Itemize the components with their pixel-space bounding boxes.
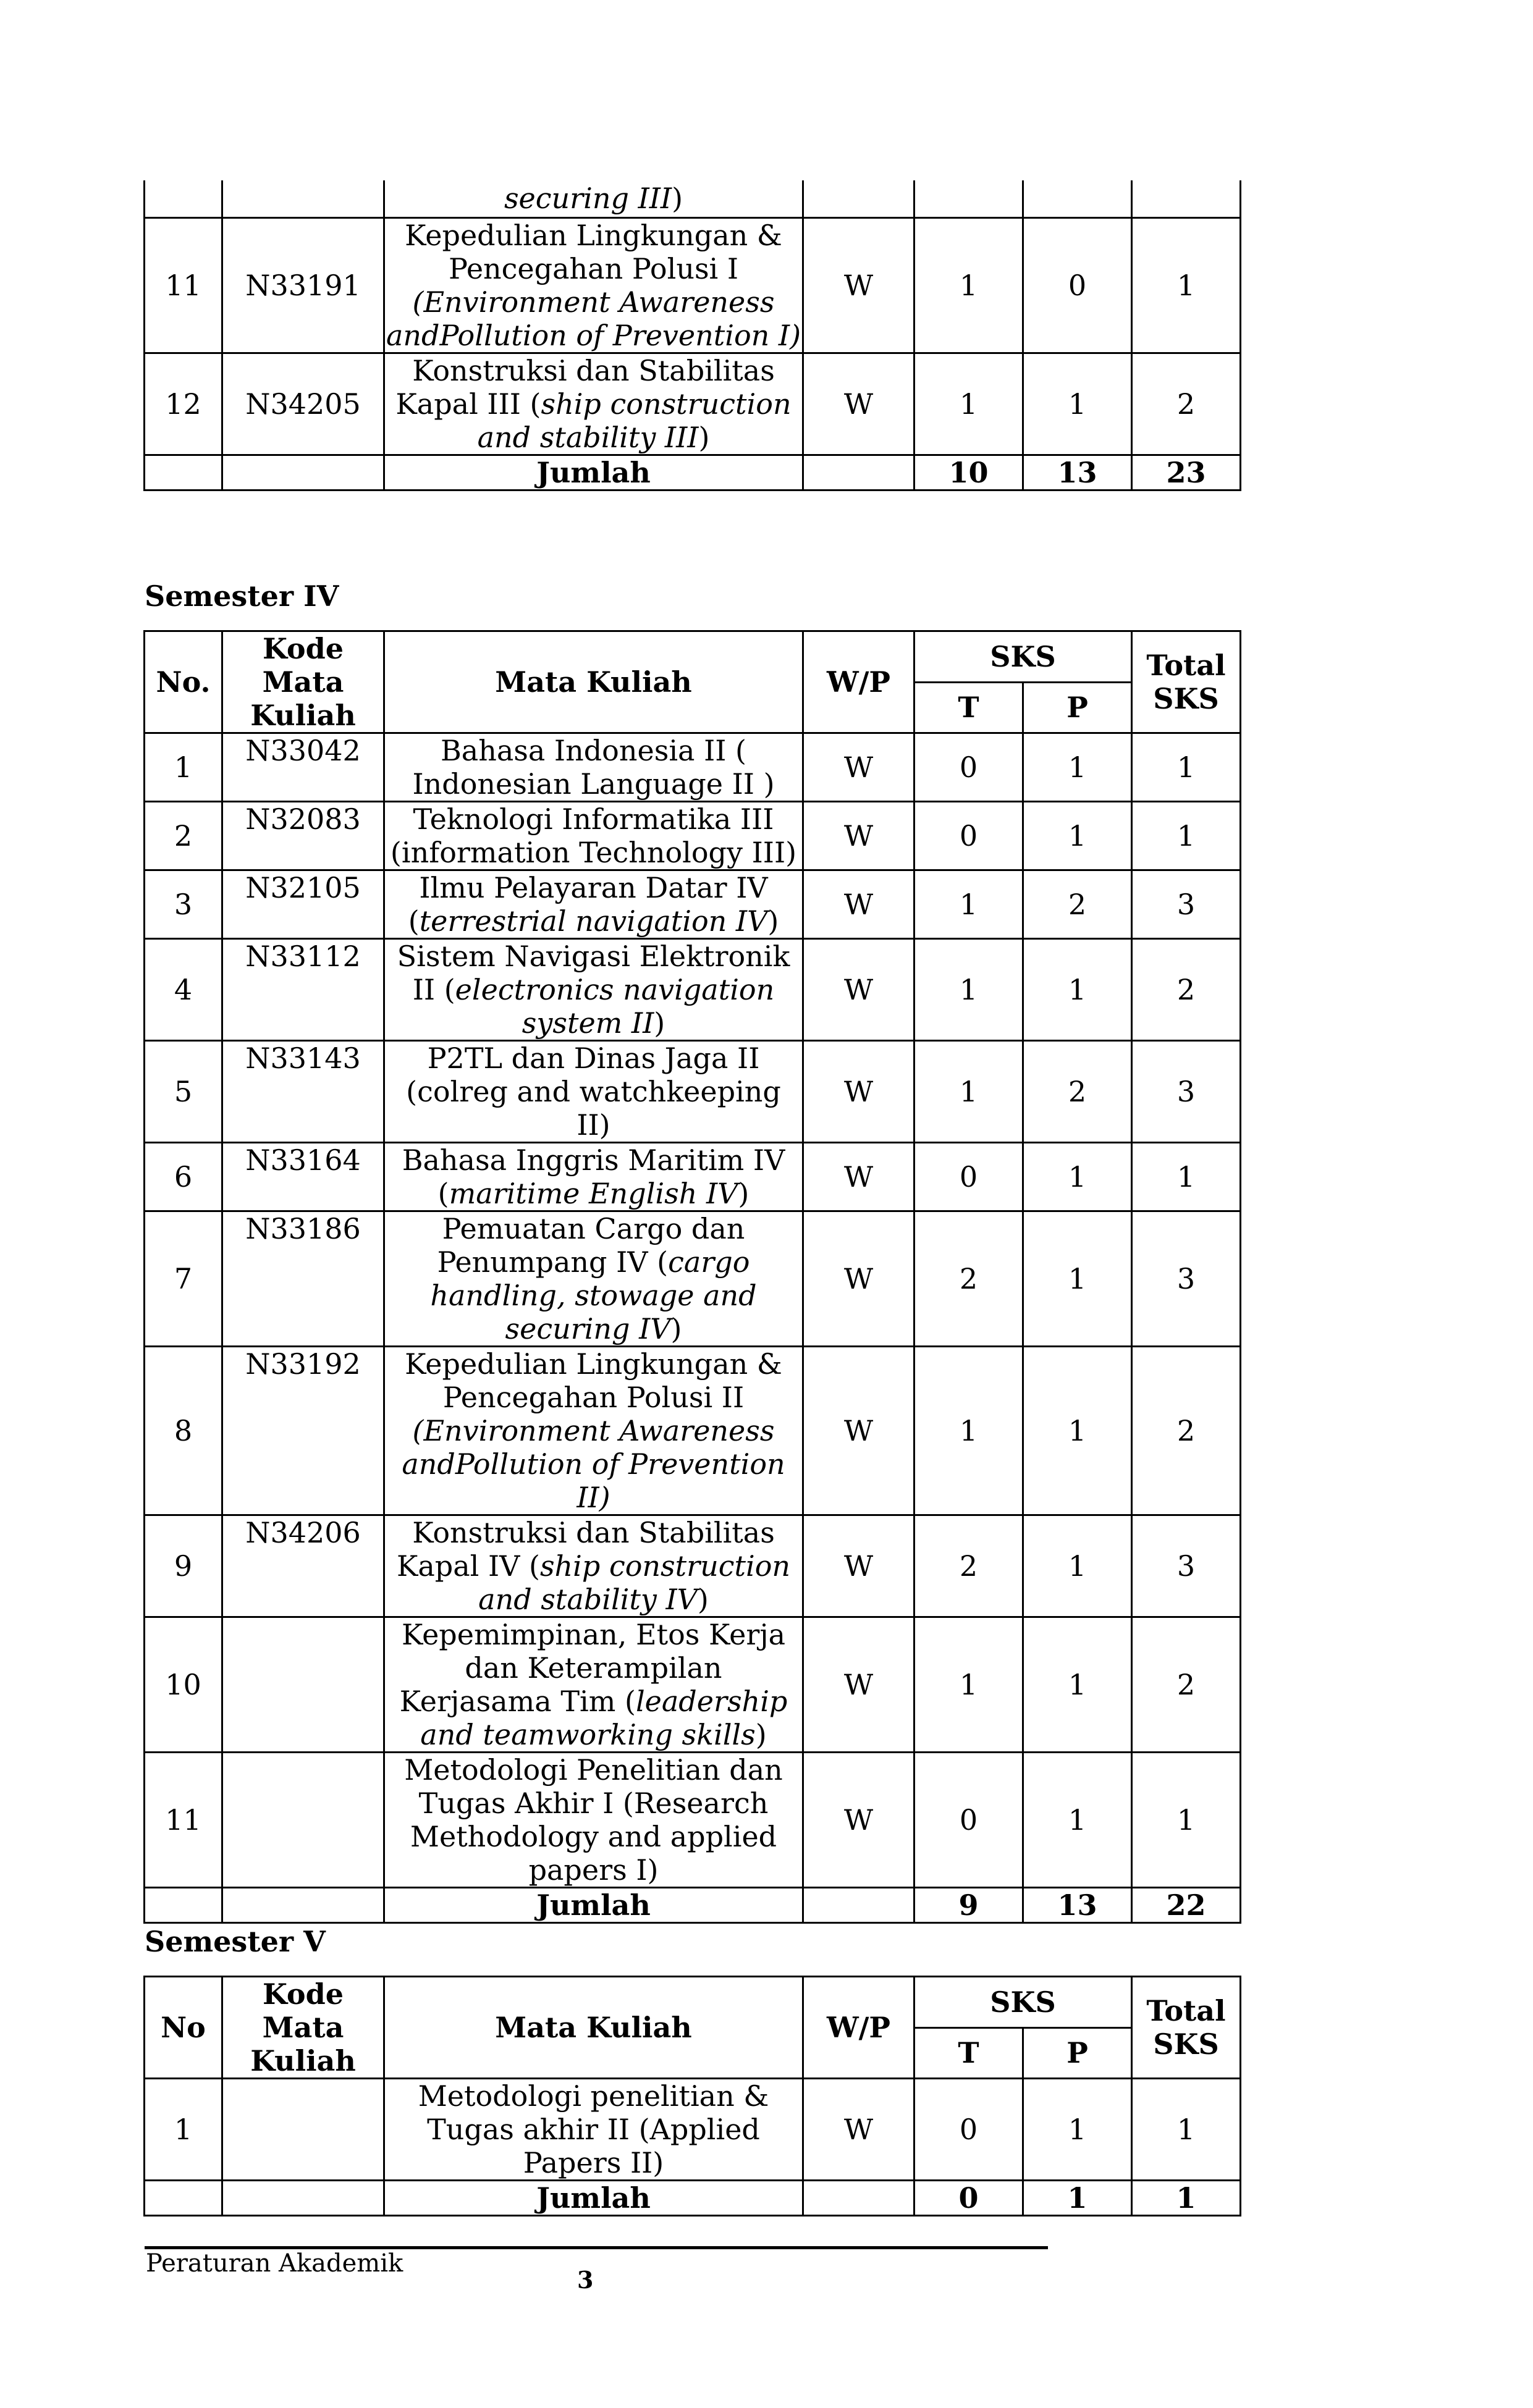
row-t: 0: [914, 1753, 1023, 1888]
course-name-suffix: ): [738, 1177, 750, 1210]
col-header-total-sks: Total SKS: [1132, 631, 1241, 733]
row-wp: W: [803, 939, 914, 1041]
course-name-suffix: ): [698, 420, 710, 454]
course-name: Metodologi Penelitian dan Tugas Akhir I (Research Methodology and applied papers I): [404, 1753, 783, 1887]
row-mata-kuliah: [384, 1211, 803, 1347]
row-t: 0: [914, 802, 1023, 870]
row-wp: W: [803, 1515, 914, 1617]
row-no: 10: [145, 1617, 222, 1753]
row-total: 1: [1132, 733, 1241, 802]
row-wp: W: [803, 1347, 914, 1515]
table-row: [145, 217, 1241, 353]
row-kode: N32083: [222, 802, 384, 870]
row-no: 12: [145, 353, 222, 455]
course-name: Konstruksi dan Stabilitas Kapal IV (: [396, 1516, 775, 1583]
col-header-wp: W/P: [803, 631, 914, 733]
row-total: 3: [1132, 1041, 1241, 1143]
jumlah-p: 13: [1023, 455, 1132, 490]
jumlah-t: 10: [914, 455, 1023, 490]
col-header-no: No: [145, 1977, 222, 2079]
row-kode: [222, 1617, 384, 1753]
row-kode: [222, 1753, 384, 1888]
course-name-suffix: ): [672, 182, 683, 216]
table-row: [145, 2079, 1241, 2181]
row-p: 1: [1023, 1753, 1132, 1888]
row-p: 2: [1023, 870, 1132, 939]
row-total: 2: [1132, 353, 1241, 455]
col-header-total-sks: Total SKS: [1132, 1977, 1241, 2079]
course-name-suffix: ): [654, 1006, 665, 1040]
course-name-suffix: ): [767, 904, 779, 938]
row-no: 8: [145, 1347, 222, 1515]
row-p: 1: [1023, 939, 1132, 1041]
col-header-t: T: [914, 2027, 1023, 2079]
row-p: 1: [1023, 1211, 1132, 1347]
row-no: 4: [145, 939, 222, 1041]
jumlah-t: 9: [914, 1888, 1023, 1923]
jumlah-empty-no: [145, 455, 222, 490]
row-p: 1: [1023, 1617, 1132, 1753]
row-p: [1023, 180, 1132, 217]
row-wp: W: [803, 1211, 914, 1347]
course-name-english: leadership and teamworking skills: [420, 1685, 788, 1751]
page-number: 3: [577, 2266, 594, 2294]
row-mata-kuliah: [384, 733, 803, 802]
course-name-english: ship construction and stability III: [477, 387, 792, 454]
row-mata-kuliah: [384, 1041, 803, 1143]
row-wp: W: [803, 1143, 914, 1211]
course-name: Sistem Navigasi Elektronik II (: [397, 940, 790, 1006]
course-name-english: maritime English IV: [449, 1177, 738, 1210]
row-mata-kuliah: [384, 1347, 803, 1515]
row-mata-kuliah: [384, 2079, 803, 2181]
row-kode: N32105: [222, 870, 384, 939]
row-mata-kuliah: [384, 217, 803, 353]
row-mata-kuliah: [384, 1753, 803, 1888]
jumlah-label: Jumlah: [384, 455, 803, 490]
row-wp: W: [803, 870, 914, 939]
row-kode: [222, 2079, 384, 2181]
jumlah-row: [145, 2181, 1241, 2216]
row-mata-kuliah: [384, 1143, 803, 1211]
row-no: 5: [145, 1041, 222, 1143]
row-t: 1: [914, 1041, 1023, 1143]
row-t: [914, 180, 1023, 217]
row-total: [1132, 180, 1241, 217]
row-mata-kuliah: [384, 939, 803, 1041]
row-no: 7: [145, 1211, 222, 1347]
course-name: Bahasa Indonesia II ( Indonesian Language II ): [412, 734, 775, 801]
row-wp: W: [803, 1041, 914, 1143]
row-kode: N33143: [222, 1041, 384, 1143]
table-row: [145, 1041, 1241, 1143]
table-row: [145, 353, 1241, 455]
jumlah-empty-wp: [803, 1888, 914, 1923]
row-wp: W: [803, 2079, 914, 2181]
course-name-english: ship construction and stability IV: [478, 1549, 791, 1616]
row-mata-kuliah: [384, 353, 803, 455]
course-name: P2TL dan Dinas Jaga II (colreg and watchkeeping II): [406, 1042, 781, 1142]
table-row: [145, 180, 1241, 217]
row-p: 1: [1023, 802, 1132, 870]
course-name-suffix: ): [755, 1718, 767, 1751]
row-no: [145, 180, 222, 217]
row-t: 0: [914, 2079, 1023, 2181]
row-total: 3: [1132, 1211, 1241, 1347]
row-wp: W: [803, 217, 914, 353]
row-t: 2: [914, 1515, 1023, 1617]
row-no: 2: [145, 802, 222, 870]
course-name: Kepemimpinan, Etos Kerja dan Keterampilan Kerjasama Tim (: [399, 1618, 786, 1718]
table-row: [145, 733, 1241, 802]
course-name-english: electronics navigation system II: [455, 973, 775, 1040]
course-name: Kepedulian Lingkungan & Pencegahan Polusi I: [405, 218, 782, 285]
table-row: [145, 1143, 1241, 1211]
row-mata-kuliah: [384, 802, 803, 870]
course-name: Kepedulian Lingkungan & Pencegahan Polusi II: [405, 1347, 782, 1414]
course-name: Bahasa Inggris Maritim IV (: [402, 1143, 785, 1210]
footer-title: Peraturan Akademik: [146, 2249, 403, 2278]
row-mata-kuliah: [384, 870, 803, 939]
row-t: 2: [914, 1211, 1023, 1347]
table-row: [145, 939, 1241, 1041]
prev-semester-table: [143, 180, 1241, 491]
row-kode: N33186: [222, 1211, 384, 1347]
course-name: Konstruksi dan Stabilitas Kapal III (: [395, 353, 775, 421]
table-row: [145, 1211, 1241, 1347]
jumlah-empty-wp: [803, 455, 914, 490]
row-p: 1: [1023, 1515, 1132, 1617]
row-kode: N33042: [222, 733, 384, 802]
jumlah-t: 0: [914, 2181, 1023, 2216]
col-header-kode: Kode Mata Kuliah: [222, 631, 384, 733]
col-header-p: P: [1023, 2027, 1132, 2079]
row-kode: N33191: [222, 217, 384, 353]
row-total: 3: [1132, 1515, 1241, 1617]
row-kode: N34205: [222, 353, 384, 455]
course-name-suffix: ): [697, 1583, 709, 1616]
row-kode: [222, 180, 384, 217]
row-wp: W: [803, 802, 914, 870]
row-no: 1: [145, 733, 222, 802]
jumlah-empty-no: [145, 1888, 222, 1923]
row-no: 9: [145, 1515, 222, 1617]
row-total: 1: [1132, 1143, 1241, 1211]
row-total: 1: [1132, 217, 1241, 353]
table-row: [145, 1347, 1241, 1515]
semester-iv-heading: Semester IV: [145, 579, 339, 613]
row-kode: N33164: [222, 1143, 384, 1211]
jumlah-empty-wp: [803, 2181, 914, 2216]
col-header-sks: SKS: [914, 1977, 1132, 2028]
row-p: 1: [1023, 733, 1132, 802]
course-name: Teknologi Informatika III (information Technology III): [390, 802, 797, 869]
row-t: 1: [914, 217, 1023, 353]
jumlah-total: 1: [1132, 2181, 1241, 2216]
course-name: Ilmu Pelayaran Datar IV (: [408, 871, 768, 938]
row-total: 2: [1132, 1347, 1241, 1515]
row-t: 1: [914, 939, 1023, 1041]
jumlah-empty-kode: [222, 455, 384, 490]
jumlah-label: Jumlah: [384, 1888, 803, 1923]
row-p: 1: [1023, 1347, 1132, 1515]
row-total: 2: [1132, 939, 1241, 1041]
row-t: 0: [914, 1143, 1023, 1211]
row-no: 11: [145, 1753, 222, 1888]
jumlah-p: 13: [1023, 1888, 1132, 1923]
jumlah-empty-no: [145, 2181, 222, 2216]
col-header-wp: W/P: [803, 1977, 914, 2079]
row-no: 1: [145, 2079, 222, 2181]
jumlah-total: 22: [1132, 1888, 1241, 1923]
row-wp: W: [803, 1753, 914, 1888]
table-row: [145, 870, 1241, 939]
jumlah-row: [145, 455, 1241, 490]
row-p: 2: [1023, 1041, 1132, 1143]
row-wp: W: [803, 733, 914, 802]
row-total: 3: [1132, 870, 1241, 939]
row-t: 1: [914, 353, 1023, 455]
row-wp: [803, 180, 914, 217]
row-wp: W: [803, 353, 914, 455]
row-total: 1: [1132, 2079, 1241, 2181]
course-name: Metodologi penelitian & Tugas akhir II (Applied Papers II): [418, 2079, 769, 2179]
jumlah-p: 1: [1023, 2181, 1132, 2216]
semester-iv-table: [143, 630, 1241, 1924]
row-no: 6: [145, 1143, 222, 1211]
col-header-mata-kuliah: Mata Kuliah: [384, 1977, 803, 2079]
row-p: 1: [1023, 2079, 1132, 2181]
row-total: 1: [1132, 1753, 1241, 1888]
row-t: 0: [914, 733, 1023, 802]
jumlah-label: Jumlah: [384, 2181, 803, 2216]
row-total: 1: [1132, 802, 1241, 870]
course-name-english: terrestrial navigation IV: [419, 904, 768, 938]
row-kode: N33192: [222, 1347, 384, 1515]
course-name-english: securing III: [504, 182, 672, 216]
row-t: 1: [914, 1617, 1023, 1753]
row-mata-kuliah: [384, 1515, 803, 1617]
col-header-sks: SKS: [914, 631, 1132, 683]
row-no: 3: [145, 870, 222, 939]
row-kode: N34206: [222, 1515, 384, 1617]
table-row: [145, 1617, 1241, 1753]
col-header-kode: Kode Mata Kuliah: [222, 1977, 384, 2079]
table-row: [145, 802, 1241, 870]
col-header-p: P: [1023, 682, 1132, 733]
row-mata-kuliah: [384, 1617, 803, 1753]
row-total: 2: [1132, 1617, 1241, 1753]
jumlah-empty-kode: [222, 2181, 384, 2216]
row-p: 1: [1023, 1143, 1132, 1211]
row-wp: W: [803, 1617, 914, 1753]
row-p: 1: [1023, 353, 1132, 455]
course-name-suffix: ): [670, 1312, 682, 1345]
row-t: 1: [914, 1347, 1023, 1515]
semester-v-heading: Semester V: [145, 1925, 326, 1958]
course-name-english: (Environment Awareness andPollution of Prevention I): [386, 285, 801, 352]
table-row: [145, 1753, 1241, 1888]
semester-v-table: [143, 1976, 1241, 2216]
row-p: 0: [1023, 217, 1132, 353]
col-header-t: T: [914, 682, 1023, 733]
row-kode: N33112: [222, 939, 384, 1041]
col-header-mata-kuliah: Mata Kuliah: [384, 631, 803, 733]
row-t: 1: [914, 870, 1023, 939]
jumlah-row: [145, 1888, 1241, 1923]
row-mata-kuliah: [384, 180, 803, 217]
course-name: Pemuatan Cargo dan Penumpang IV (: [437, 1212, 745, 1279]
jumlah-empty-kode: [222, 1888, 384, 1923]
table-row: [145, 1515, 1241, 1617]
course-name-english: (Environment Awareness andPollution of Prevention II): [402, 1414, 785, 1514]
row-no: 11: [145, 217, 222, 353]
course-name-english: cargo handling, stowage and securing IV: [430, 1245, 757, 1345]
col-header-no: No.: [145, 631, 222, 733]
jumlah-total: 23: [1132, 455, 1241, 490]
